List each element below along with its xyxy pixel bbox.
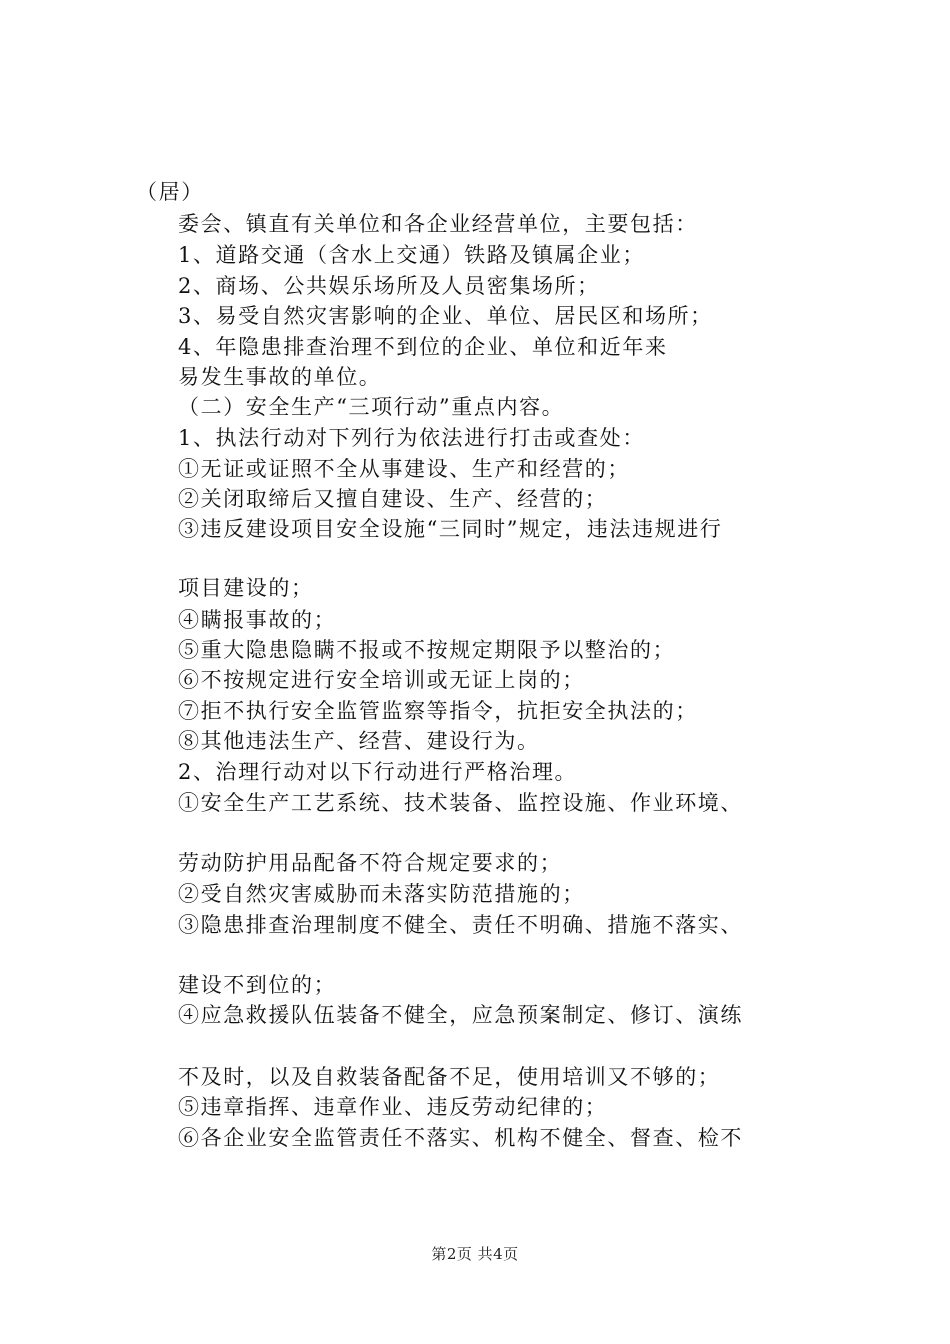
text-line: ④瞒报事故的； (178, 608, 337, 632)
text-line: ⑤违章指挥、违章作业、违反劳动纪律的； (178, 1095, 608, 1119)
text-line: 项目建设的； (178, 576, 314, 600)
text-line: 易发生事故的单位。 (178, 365, 382, 389)
text-line: ⑥各企业安全监管责任不落实、机构不健全、督查、检不 (178, 1126, 743, 1150)
text-line: 不及时，以及自救装备配备不足，使用培训又不够的； (178, 1065, 721, 1089)
text-line: 1、执法行动对下列行为依法进行打击或查处： (178, 426, 645, 450)
text-line: ①无证或证照不全从事建设、生产和经营的； (178, 457, 630, 481)
text-line: 3、易受自然灾害影响的企业、单位、居民区和场所； (178, 304, 713, 328)
text-line: ③违反建设项目安全设施“三同时”规定，违法违规进行 (178, 517, 723, 541)
text-line: （居） (136, 180, 204, 204)
text-line: 建设不到位的； (178, 973, 337, 997)
text-line: ⑥不按规定进行安全培训或无证上岗的； (178, 668, 585, 692)
text-line: ⑦拒不执行安全监管监察等指令，抗拒安全执法的； (178, 699, 698, 723)
text-line: 2、治理行动对以下行动进行严格治理。 (178, 760, 578, 784)
page-number: 第2页 共4页 (431, 1245, 519, 1263)
text-line: ③隐患排查治理制度不健全、责任不明确、措施不落实、 (178, 913, 743, 937)
text-line: 1、道路交通（含水上交通）铁路及镇属企业； (178, 243, 645, 267)
text-line: （二）安全生产“三项行动”重点内容。 (178, 395, 565, 419)
text-line: ⑤重大隐患隐瞒不报或不按规定期限予以整治的； (178, 638, 676, 662)
text-line: 劳动防护用品配备不符合规定要求的； (178, 851, 563, 875)
text-line: ②受自然灾害威胁而未落实防范措施的； (178, 882, 585, 906)
text-line: ①安全生产工艺系统、技术装备、监控设施、作业环境、 (178, 791, 743, 815)
text-line: 委会、镇直有关单位和各企业经营单位，主要包括： (178, 212, 698, 236)
text-line: ④应急救援队伍装备不健全，应急预案制定、修订、演练 (178, 1003, 743, 1027)
text-line: ⑧其他违法生产、经营、建设行为。 (178, 729, 540, 753)
text-line: ②关闭取缔后又擅自建设、生产、经营的； (178, 487, 608, 511)
text-line: 4、年隐患排查治理不到位的企业、单位和近年来 (178, 335, 668, 359)
text-line: 2、商场、公共娱乐场所及人员密集场所； (178, 274, 600, 298)
